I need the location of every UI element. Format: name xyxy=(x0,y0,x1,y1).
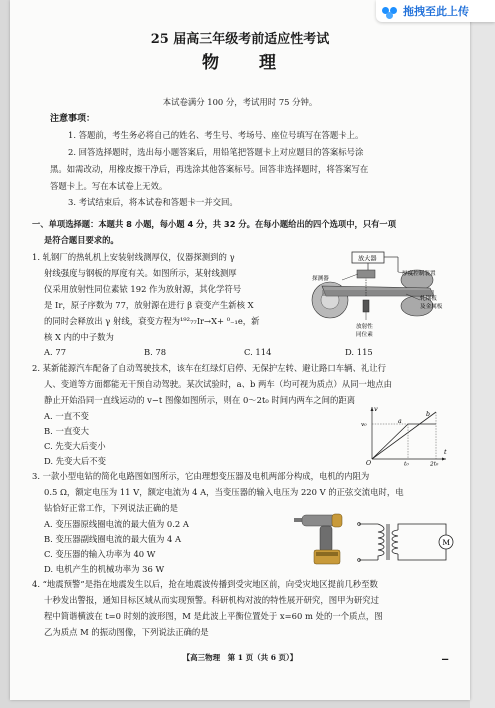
origin-label: O xyxy=(366,460,372,466)
exam-title: 25 届高三年级考前适应性考试 xyxy=(150,32,330,47)
v0-label: v₀ xyxy=(361,422,367,428)
cloud-icon xyxy=(382,3,398,19)
amplifier-label: 放大器 xyxy=(358,255,377,263)
drill-picture xyxy=(292,512,352,567)
notice-line: 黑。如需改动，用橡皮擦干净后，再选涂其他答案标号。回答非选择题时，将答案写在 xyxy=(50,164,369,174)
q1-option-d: D. 115 xyxy=(345,347,373,357)
q1-option-b: B. 78 xyxy=(144,347,167,357)
q4-line: 程中简谐横波在 t=0 时刻的波形图，M 是此波上平衡位置处于 x=60 m 处的一个质点，图 xyxy=(44,611,383,621)
q4-line: 4. “地震预警”是指在地震发生以后，抢在地震波传播到受灾地区前，向受灾地区提前几秒至数 xyxy=(32,579,378,589)
section-heading: 一、单项选择题：本题共 8 小题，每小题 4 分，共 32 分。在每小题给出的四个选项中，只有一项 xyxy=(32,219,397,229)
q2-option-c: C. 先变大后变小 xyxy=(44,441,106,451)
v-axis-label: v xyxy=(374,405,378,413)
source-label-2: 同位素 xyxy=(356,332,373,338)
transformer-circuit xyxy=(356,518,460,566)
section-heading-cont: 是符合题目要求的。 xyxy=(44,235,119,245)
notice-line: 1. 答题前，考生务必将自己的姓名、考生号、考场号、座位号填写在答题卡上。 xyxy=(68,130,364,140)
detector-label: 探测器 xyxy=(312,276,329,282)
q3-line: 钻恰好正常工作，下列说法正确的是 xyxy=(44,503,178,513)
q3-line: 3. 一款小型电钻的简化电路图如图所示，它由理想变压器及电机两部分构成，电机的内阻为 xyxy=(32,471,370,481)
q3-line: 0.5 Ω，额定电压为 11 V，额定电流为 4 A，当变压器的输入电压为 220 V 的正弦交流电时，电 xyxy=(44,487,404,497)
q1-line: 是 Ir，原子序数为 77，放射源在进行 β 衰变产生新核 X xyxy=(44,300,254,310)
q2-line: 人、变道等方面都能无干预自动驾驶。某次试验时，a、b 两车（均可视为质点）从同一地点由 xyxy=(44,379,393,389)
q2-option-a: A. 一直不变 xyxy=(44,411,89,421)
q4-line: 乙为质点 M 的振动图像，下列说法正确的是 xyxy=(44,627,209,637)
q1-option-c: C. 114 xyxy=(244,347,272,357)
q2-option-d: D. 先变大后不变 xyxy=(44,456,106,466)
q3-option-b: B. 变压器副线圈电流的最大值为 4 A xyxy=(44,534,182,544)
q2-option-b: B. 一直变大 xyxy=(44,426,89,436)
notice-line: 3. 考试结束后，将本试卷和答题卡一并交回。 xyxy=(68,197,238,207)
thickness-control-label: 厚度控制装置 xyxy=(402,271,436,277)
subject-title: 物 理 xyxy=(202,53,278,73)
q1-line: 射线强度与钢板的厚度有关。如图所示，某射线测厚 xyxy=(44,268,237,278)
line-a-label: a xyxy=(398,418,402,425)
notice-heading: 注意事项： xyxy=(50,114,96,124)
t-axis-label: t xyxy=(444,448,447,456)
q1-line: 核 X 内的中子数为 xyxy=(44,332,114,342)
t0-label: t₀ xyxy=(404,461,409,466)
line-b-label: b xyxy=(426,411,430,418)
q2-line: 2. 某新能源汽车配备了自动驾驶技术，该车在红绿灯启停、无保护左转、避让路口车辆、礼让行 xyxy=(32,363,387,373)
viewer-side-strip xyxy=(470,0,495,708)
notice-line: 答题卡上。写在本试卷上无效。 xyxy=(50,181,168,191)
notice-line: 2. 回答选择题时，选出每小题答案后，用铅笔把答题卡上对应题目的答案标号涂 xyxy=(68,147,364,157)
exam-info: 本试卷满分 100 分，考试用时 75 分钟。 xyxy=(162,97,318,107)
q4-line: 十秒发出警报，通知目标区域从而实现预警。科研机构对波的特性展开研究，图甲为研究过 xyxy=(44,595,379,605)
source-label: 放射性 xyxy=(356,324,373,330)
q3-option-c: C. 变压器的输入功率为 40 W xyxy=(44,549,156,559)
q1-line: 的同时会释放出 γ 射线，衰变方程为¹⁹²₇₇Ir→X+ ⁰₋₁e，新 xyxy=(44,316,260,326)
motor-symbol: M xyxy=(442,537,451,547)
q2-line: 静止开始沿同一直线运动的 v−t 图像如图所示，则在 0～2t₀ 时间内两车之间的距离 xyxy=(44,395,356,405)
upload-banner-text: 拖拽至此上传 xyxy=(403,5,469,18)
q1-line: 1. 轧钢厂的热轧机上安装射线测厚仪，仪器探测到的 γ xyxy=(32,252,235,262)
steel-plate-label: 轧钢板 xyxy=(420,296,437,302)
q3-option-a: A. 变压器原线圈电流的最大值为 0.2 A xyxy=(44,519,189,529)
q3-option-d: D. 电机产生的机械功率为 36 W xyxy=(44,564,165,574)
q1-line: 仪采用放射性同位素铱 192 作为放射源，其化学符号 xyxy=(44,284,242,294)
footer-mark: ▁ xyxy=(442,651,449,660)
q2-vt-graph xyxy=(360,404,450,466)
2t0-label: 2t₀ xyxy=(430,461,439,466)
page-footer: 【高三物理 第 1 页（共 6 页）】 xyxy=(182,653,298,662)
q1-option-a: A. 77 xyxy=(44,347,67,357)
exam-page xyxy=(10,0,470,700)
q1-thickness-gauge-figure xyxy=(302,250,457,342)
upload-drop-banner[interactable] xyxy=(376,0,495,22)
steel-plate-label-2: 及金属板 xyxy=(420,304,443,310)
